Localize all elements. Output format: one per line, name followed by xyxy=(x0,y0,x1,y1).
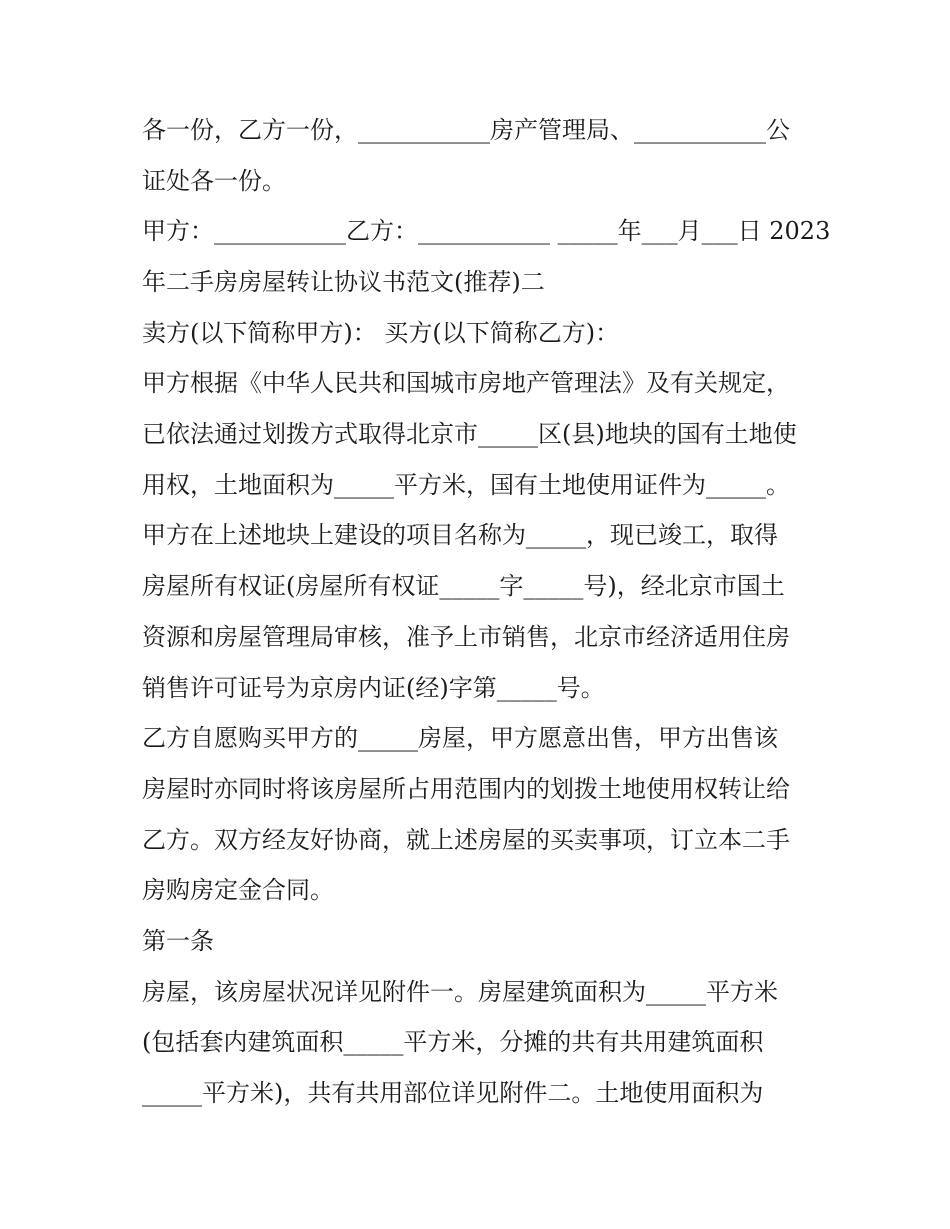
text-line: 甲方：___________乙方：___________ _____年___月___日 2023 xyxy=(142,217,831,245)
text-line: 销售许可证号为京房内证(经)字第_____号。 xyxy=(142,674,605,702)
parties-line: 卖方(以下简称甲方)： 买方(以下简称乙方)： xyxy=(142,319,620,347)
text-line: 资源和房屋管理局审核，准予上市销售，北京市经济适用住房 xyxy=(142,623,790,651)
text-line: 乙方。双方经友好协商，就上述房屋的买卖事项，订立本二手 xyxy=(142,826,790,854)
text-line: (包括套内建筑面积_____平方米，分摊的共有共用建筑面积 xyxy=(142,1028,764,1056)
text-line: 用权，土地面积为_____平方米，国有土地使用证件为_____。 xyxy=(142,471,790,499)
article-heading: 第一条 xyxy=(142,927,214,955)
document-title: 年二手房房屋转让协议书范文(推荐)二 xyxy=(142,268,545,296)
text-line: _____平方米)，共有共用部位详见附件二。土地使用面积为 xyxy=(142,1079,764,1107)
text-line: 房屋所有权证(房屋所有权证_____字_____号)，经北京市国土 xyxy=(142,572,785,600)
text-line: 各一份，乙方一份，___________房产管理局、___________公 xyxy=(142,116,790,144)
text-line: 甲方在上述地块上建设的项目名称为_____，现已竣工，取得 xyxy=(142,521,778,549)
text-line: 房屋，该房屋状况详见附件一。房屋建筑面积为_____平方米 xyxy=(142,978,778,1006)
text-line: 房屋时亦同时将该房屋所占用范围内的划拨土地使用权转让给 xyxy=(142,775,790,803)
text-line: 乙方自愿购买甲方的_____房屋，甲方愿意出售，甲方出售该 xyxy=(142,724,778,752)
text-line: 证处各一份。 xyxy=(142,167,286,195)
text-line: 已依法通过划拨方式取得北京市_____区(县)地块的国有土地使 xyxy=(142,420,797,448)
text-line: 甲方根据《中华人民共和国城市房地产管理法》及有关规定， xyxy=(142,369,790,397)
text-line: 房购房定金合同。 xyxy=(142,876,334,904)
